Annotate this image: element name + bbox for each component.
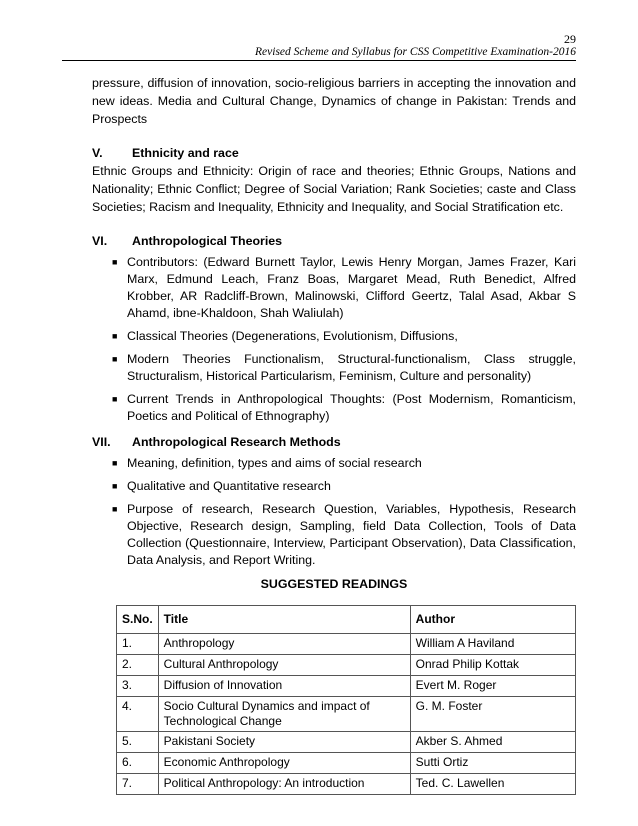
list-item: ■ Purpose of research, Research Question, Variables, Hypothesis, Research Objective, Research design, Sampling, field Data Collection, Tools of Data Collection (Questionnaire, Interview, Participant Observation), Data Classification, Data Analysis, and Report Writing. xyxy=(112,502,576,567)
section-vi-list xyxy=(92,254,576,425)
list-item: ■ Contributors: (Edward Burnett Taylor, Lewis Henry Morgan, James Frazer, Kari Marx, Edmund Leach, Franz Boas, Margaret Mead, Ruth Benedict, Alfred Krobber, AR Radcliff-Brown, Malinowski, Clifford Geertz, Talal Asad, Akbar S Ahamd, ibne-Khaldoon, Shah Waliulah) xyxy=(112,255,576,320)
section-title: Anthropological Theories xyxy=(132,234,283,248)
readings-table xyxy=(116,605,576,795)
page-number: 29 xyxy=(564,32,576,46)
cell-sno: 5. xyxy=(117,732,159,753)
bullet-icon: ■ xyxy=(112,504,118,514)
cell-sno: 4. xyxy=(117,697,159,732)
cell-sno: 1. xyxy=(117,634,159,655)
cell-author: William A Haviland xyxy=(410,634,575,655)
suggested-readings-heading: SUGGESTED READINGS xyxy=(260,577,408,591)
list-item: ■ Current Trends in Anthropological Thoughts: (Post Modernism, Romanticism, Poetics and Political of Ethnography) xyxy=(112,392,576,423)
cell-title: Economic Anthropology xyxy=(158,753,410,774)
column-header-sno: S.No. xyxy=(117,606,159,634)
list-item: ■ Qualitative and Quantitative research xyxy=(112,479,331,493)
section-vii-list xyxy=(92,455,576,569)
table-row xyxy=(117,634,576,655)
column-header-author: Author xyxy=(410,606,575,634)
table-header-row xyxy=(117,606,576,634)
section-heading-v xyxy=(92,144,576,162)
bullet-icon: ■ xyxy=(112,481,118,491)
table-row xyxy=(117,753,576,774)
section-number: VII. xyxy=(92,435,111,449)
cell-title: Diffusion of Innovation xyxy=(158,676,410,697)
cell-sno: 7. xyxy=(117,774,159,795)
list-item: ■ Modern Theories Functionalism, Structural-functionalism, Class struggle, Structuralism, Historical Particularism, Feminism, Culture and personality) xyxy=(112,352,576,383)
section-heading-vii xyxy=(92,433,576,451)
cell-author: Evert M. Roger xyxy=(410,676,575,697)
header-rule xyxy=(62,60,576,61)
cell-author: Sutti Ortiz xyxy=(410,753,575,774)
bullet-icon: ■ xyxy=(112,394,118,404)
cell-sno: 3. xyxy=(117,676,159,697)
section-number: V. xyxy=(92,146,103,160)
table-row xyxy=(117,732,576,753)
cell-title: Pakistani Society xyxy=(158,732,410,753)
list-item: ■ Meaning, definition, types and aims of social research xyxy=(112,456,422,470)
column-header-title: Title xyxy=(158,606,410,634)
cell-author: Ted. C. Lawellen xyxy=(410,774,575,795)
section-heading-vi xyxy=(92,232,576,250)
table-row xyxy=(117,697,576,732)
section-v-body: Ethnic Groups and Ethnicity: Origin of race and theories; Ethnic Groups, Nations and Nationality; Ethnic Conflict; Degree of Social Variation; Rank Societies; caste and Class Societies; Racism and Inequality, Ethnicity and Inequality, and Social Stratification etc. xyxy=(92,164,576,214)
cell-author: G. M. Foster xyxy=(410,697,575,732)
cell-author: Onrad Philip Kottak xyxy=(410,655,575,676)
bullet-icon: ■ xyxy=(112,257,118,267)
table-row xyxy=(117,676,576,697)
cell-title: Political Anthropology: An introduction xyxy=(158,774,410,795)
cell-sno: 6. xyxy=(117,753,159,774)
intro-paragraph: pressure, diffusion of innovation, socio-religious barriers in accepting the innovation and new ideas. Media and Cultural Change, Dynamics of change in Pakistan: Trends and Prospects xyxy=(92,76,576,126)
bullet-icon: ■ xyxy=(112,458,118,468)
cell-sno: 2. xyxy=(117,655,159,676)
bullet-icon: ■ xyxy=(112,331,118,341)
section-title: Anthropological Research Methods xyxy=(132,435,341,449)
section-title: Ethnicity and race xyxy=(132,146,239,160)
bullet-icon: ■ xyxy=(112,354,118,364)
list-item: ■ Classical Theories (Degenerations, Evolutionism, Diffusions, xyxy=(112,329,458,343)
cell-title: Anthropology xyxy=(158,634,410,655)
table-row xyxy=(117,655,576,676)
cell-title: Socio Cultural Dynamics and impact of Technological Change xyxy=(158,697,410,732)
cell-author: Akber S. Ahmed xyxy=(410,732,575,753)
table-row xyxy=(117,774,576,795)
page-content xyxy=(92,74,576,795)
section-number: VI. xyxy=(92,234,108,248)
running-header: Revised Scheme and Syllabus for CSS Competitive Examination-2016 xyxy=(255,46,576,58)
cell-title: Cultural Anthropology xyxy=(158,655,410,676)
